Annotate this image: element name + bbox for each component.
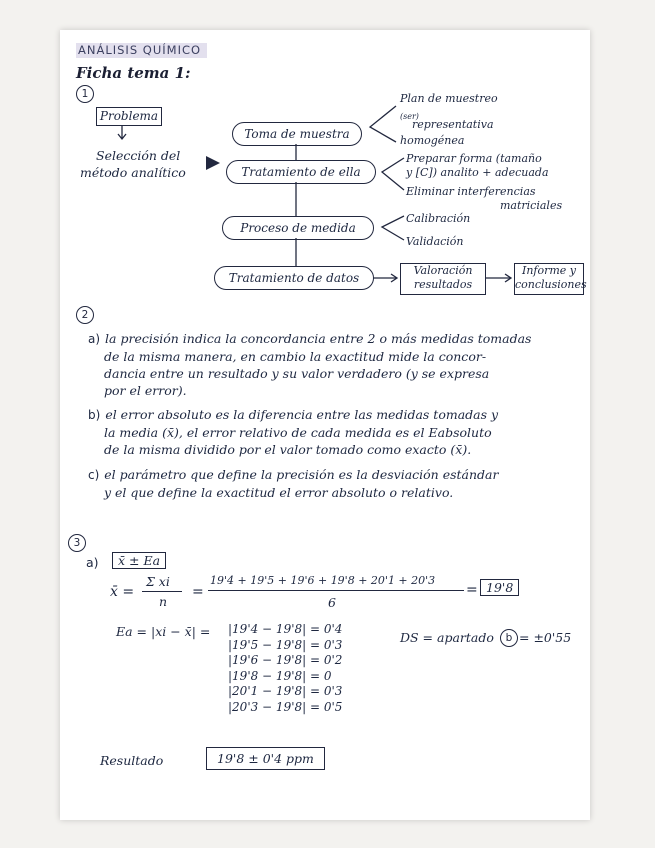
problema-box: Problema xyxy=(96,107,162,126)
mean-fraction-bar xyxy=(142,591,182,592)
section-1-number: 1 xyxy=(76,85,94,103)
difference-row: |19'8 − 19'8| = 0 xyxy=(228,668,332,683)
section-2a-line-3: dancia entre un resultado y su valor verdadero (y se expresa xyxy=(104,366,490,381)
section-2b xyxy=(88,406,588,458)
difference-row: |19'5 − 19'8| = 0'3 xyxy=(228,637,343,652)
medida-note-calibracion: Calibración xyxy=(406,212,471,225)
selection-pointer-icon xyxy=(206,156,220,170)
section-2a-line-1: la precisión indica la concordancia entre 2 o más medidas tomadas xyxy=(105,331,532,346)
difference-row: |19'6 − 19'8| = 0'2 xyxy=(228,653,343,667)
difference-row: |20'1 − 19'8| = 0'3 xyxy=(228,684,343,698)
tratamiento-note-1: Preparar forma (tamaño xyxy=(406,152,542,165)
expression-box: x̄ ± Ea xyxy=(112,552,166,569)
sheet-title: Ficha tema 1: xyxy=(76,64,191,82)
mean-numerator: Σ xi xyxy=(146,574,170,589)
bracket-tratamiento xyxy=(382,158,404,190)
step-proceso-de-medida: Proceso de medida xyxy=(222,216,374,240)
section-2a xyxy=(88,330,588,399)
section-2c-line-1: el parámetro que define la precisión es la desviación estándar xyxy=(104,467,499,482)
section-2a-line-2: de la misma manera, en cambio la exactitud mide la concor- xyxy=(104,349,487,364)
ds-value: = ±0'55 xyxy=(519,630,572,645)
seleccion-line-2: método analítico xyxy=(80,165,186,180)
section-2c-label: c) xyxy=(88,468,100,482)
section-2a-line-4: por el error). xyxy=(104,383,187,398)
mean-eq: = xyxy=(192,584,204,600)
valoracion-line-1: Valoración xyxy=(413,264,473,277)
toma-note-representativa: representativa xyxy=(412,118,494,131)
section-2c xyxy=(88,466,588,501)
toma-note-plan: Plan de muestreo xyxy=(400,92,498,105)
section-2b-line-1: el error absoluto es la diferencia entre las medidas tomadas y xyxy=(105,407,499,422)
step-tratamiento-de-ella: Tratamiento de ella xyxy=(226,160,376,184)
section-3-number: 3 xyxy=(68,534,86,552)
subject-header: ANÁLISIS QUÍMICO xyxy=(76,43,207,58)
mean-result-box: 19'8 xyxy=(480,579,519,596)
section-2-number: 2 xyxy=(76,306,94,324)
step-toma-de-muestra: Toma de muestra xyxy=(232,122,362,146)
section-2a-label: a) xyxy=(88,332,101,346)
difference-row: |19'4 − 19'8| = 0'4 xyxy=(228,622,343,636)
difference-row: |20'3 − 19'8| = 0'5 xyxy=(228,699,343,714)
step-tratamiento-de-datos: Tratamiento de datos xyxy=(214,266,374,290)
mean-result-eq: = xyxy=(466,582,478,598)
differences-list xyxy=(228,622,342,715)
tratamiento-note-2: y [C]) analito + adecuada xyxy=(406,166,549,179)
valoracion-line-2: resultados xyxy=(413,278,473,291)
section-2b-label: b) xyxy=(88,408,101,422)
tratamiento-note-4: matriciales xyxy=(500,199,563,212)
ea-formula: Ea = |xi − x̄| = xyxy=(116,624,211,639)
sum-fraction-bar xyxy=(208,590,464,591)
seleccion-line-1: Selección del xyxy=(96,148,181,163)
ds-ref-circle: b xyxy=(500,629,518,647)
section-3a-label: a) xyxy=(86,555,99,570)
notebook-page xyxy=(60,30,590,820)
informe-line-1: Informe y xyxy=(521,264,577,277)
bracket-toma xyxy=(370,106,396,142)
toma-note-ser: (ser) xyxy=(400,112,419,121)
informe-line-2: conclusiones xyxy=(515,278,587,291)
bracket-medida xyxy=(382,216,404,240)
sum-denominator: 6 xyxy=(328,595,336,610)
tratamiento-note-3: Eliminar interferencias xyxy=(406,185,536,198)
section-2b-line-3: de la misma dividido por el valor tomado como exacto (x̄). xyxy=(104,442,472,457)
section-2b-line-2: la media (x̄), el error relativo de cada medida es el Eabsoluto xyxy=(104,425,492,440)
ds-text: DS = apartado xyxy=(400,630,494,645)
resultado-label: Resultado xyxy=(100,753,164,768)
mean-lhs: x̄ = xyxy=(110,584,135,600)
resultado-box: 19'8 ± 0'4 ppm xyxy=(206,747,325,770)
section-2c-line-2: y el que define la exactitud el error absoluto o relativo. xyxy=(104,485,454,500)
sum-numerator: 19'4 + 19'5 + 19'6 + 19'8 + 20'1 + 20'3 xyxy=(210,574,436,587)
mean-denominator: n xyxy=(159,594,168,609)
medida-note-validacion: Validación xyxy=(406,235,464,248)
toma-note-homogenea: homogénea xyxy=(400,134,465,147)
